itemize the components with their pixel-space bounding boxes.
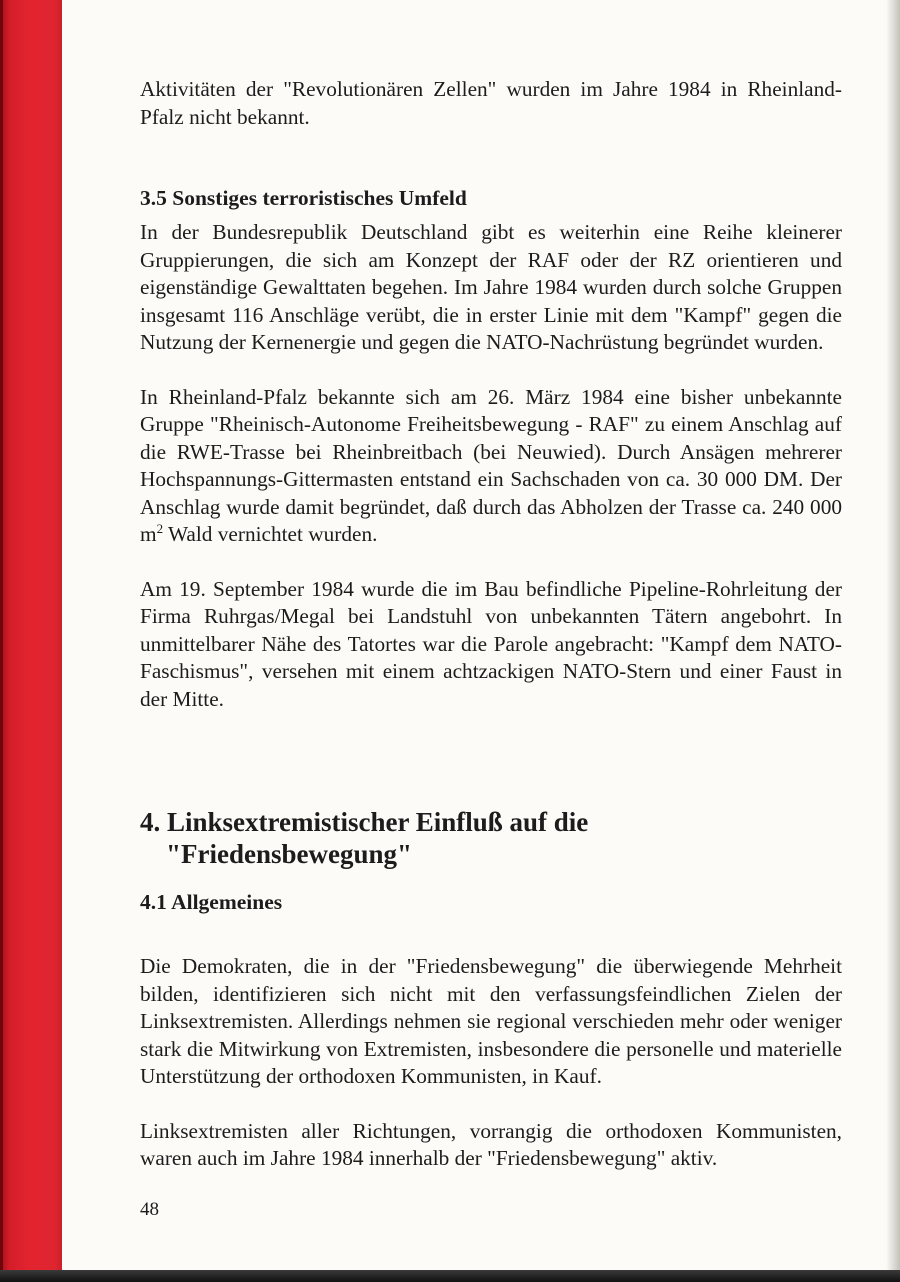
section-3-5-paragraph-3: Am 19. September 1984 wurde die im Bau befindliche Pipeline-Rohrleitung der Firma Ruhrgas/Megal bei Landstuhl von unbekannten Tätern angebohrt. In unmittelbarer Nähe des Tatortes war die Parole angebracht: "Kampf dem NATO-Faschismus", versehen mit einem achtzackigen NATO-Stern und einer Faust in der Mitte.: [140, 576, 842, 711]
page-content: [140, 76, 842, 1173]
section-3-5-paragraph-1: In der Bundesrepublik Deutschland gibt es weiterhin eine Reihe kleinerer Gruppierungen, die sich am Konzept der RAF oder der RZ orientieren und eigenständige Gewalttaten begehen. Im Jahre 1984 wurden durch solche Gruppen insgesamt 116 Anschläge verübt, die in erster Linie mit dem "Kampf" gegen die Nutzung der Kernenergie und gegen die NATO-Nachrüstung begründet wurden.: [140, 220, 842, 354]
section-4-1-paragraph-2: Linksextremisten aller Richtungen, vorrangig die orthodoxen Kommunisten, waren auch im Jahre 1984 innerhalb der "Friedensbewegung" aktiv.: [140, 1118, 842, 1170]
red-page-edge: [0, 0, 62, 1282]
section-3-5-heading: 3.5 Sonstiges terroristisches Umfeld: [140, 186, 467, 210]
section-4-1-paragraph-1: Die Demokraten, die in der "Friedensbewegung" die überwiegende Mehrheit bilden, identifizieren sich nicht mit den verfassungsfeindlichen Zielen der Linksextremisten. Allerdings nehmen sie regional verschieden mehr oder weniger stark die Mitwirkung von Extremisten, insbesondere die personelle und materielle Unterstützung der orthodoxen Kommunisten, in Kauf.: [140, 954, 842, 1088]
paragraph-2-text: In Rheinland-Pfalz bekannte sich am 26. März 1984 eine bisher unbekannte Gruppe "Rheinisch-Autonome Freiheitsbewegung - RAF" zu einem Anschlag auf die RWE-Trasse bei Rheinbreitbach (bei Neuwied). Durch Ansägen mehrerer Hochspannungs-Gittermasten entstand ein Sachschaden von ca. 30 000 DM. Der Anschlag wurde damit begründet, daß durch das Abholzen der Trasse ca. 240 000 m: [140, 384, 842, 546]
square-meter-superscript: 2: [156, 520, 164, 536]
chapter-4-heading-line-1: 4. Linksextremistischer Einfluß auf die: [140, 807, 589, 837]
page-fold-shadow: [886, 0, 900, 1282]
intro-paragraph: Aktivitäten der "Revolutionären Zellen" wurden im Jahre 1984 in Rheinland-Pfalz nicht bekannt.: [140, 77, 842, 129]
paragraph-2-text-end: Wald vernichtet wurden.: [163, 522, 378, 546]
page-number: 48: [140, 1199, 159, 1220]
section-3-5-paragraph-2: [140, 384, 842, 549]
chapter-4-heading: [140, 806, 842, 870]
scan-bottom-edge: [0, 1270, 900, 1282]
section-4-1-heading: 4.1 Allgemeines: [140, 890, 283, 914]
chapter-4-heading-line-2: "Friedensbewegung": [166, 839, 412, 869]
